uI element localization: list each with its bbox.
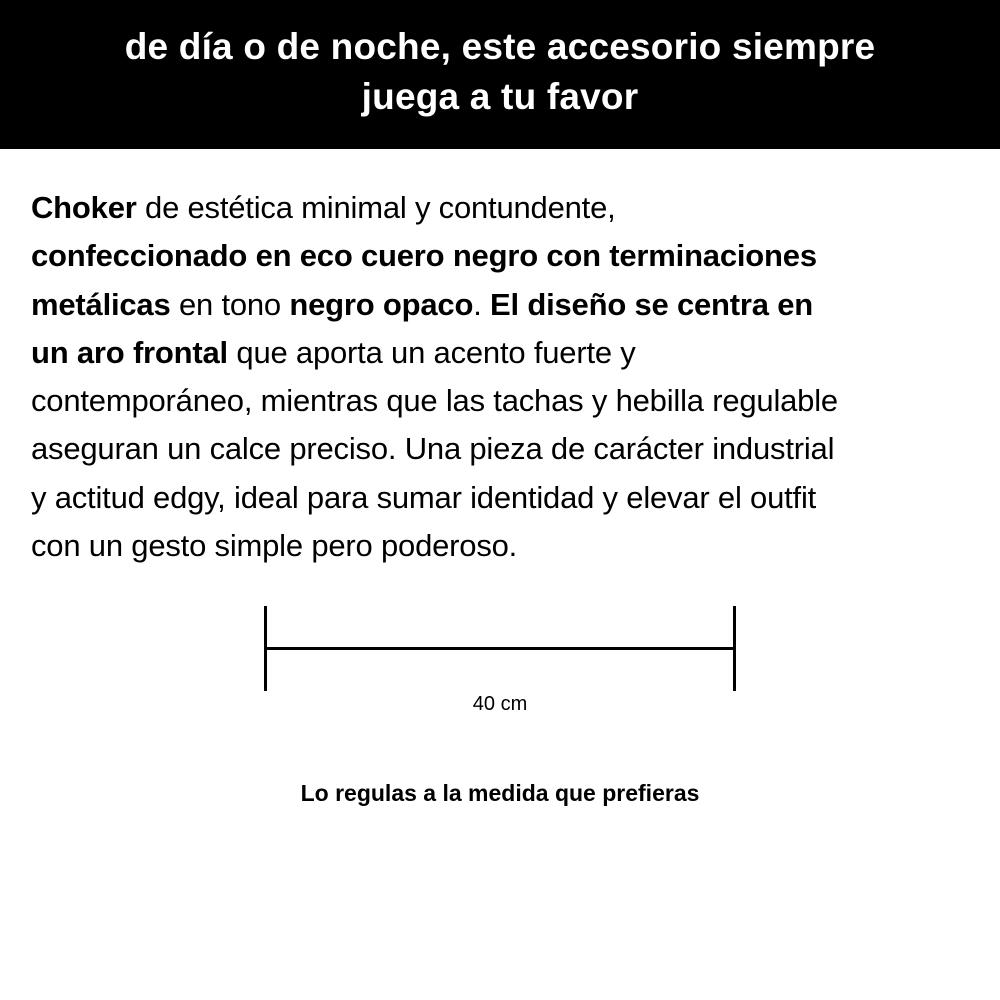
measurement-diagram xyxy=(264,606,738,692)
regular-text: . xyxy=(473,286,491,322)
description-line-5 xyxy=(31,377,981,425)
measurement-label: 40 cm xyxy=(472,693,528,715)
description-line-7 xyxy=(31,474,981,522)
regular-text: de estética minimal y contundente, xyxy=(136,190,616,225)
regular-text: contemporáneo, mientras que las tachas y hebilla regulable xyxy=(31,383,838,419)
banner-title-line-2: juega a tu favor xyxy=(361,76,639,117)
regular-text: y actitud edgy, ideal para sumar identidad y elevar el outfit xyxy=(31,479,817,515)
bold-text: confeccionado en eco cuero negro con terminaciones xyxy=(31,238,817,274)
description-line-4 xyxy=(31,329,981,377)
bold-text: negro opaco xyxy=(289,286,474,322)
product-description xyxy=(31,184,981,570)
bold-text: El diseño se centra en xyxy=(490,286,813,322)
regular-text: en tono xyxy=(170,286,290,322)
measurement-right-tick xyxy=(733,606,736,691)
bold-text: un aro frontal xyxy=(31,334,228,370)
measurement-bar xyxy=(264,647,736,650)
description-line-8 xyxy=(31,522,981,570)
description-line-2 xyxy=(31,232,981,280)
banner-title-line-1: de día o de noche, este accesorio siempre xyxy=(124,26,876,67)
regular-text: con un gesto simple pero poderoso. xyxy=(31,528,518,564)
description-line-3 xyxy=(31,281,981,329)
regular-text: que aporta un acento fuerte y xyxy=(227,334,636,370)
bold-text: metálicas xyxy=(31,286,171,322)
description-line-1 xyxy=(31,184,981,232)
header-banner xyxy=(0,0,1000,149)
bold-text: Choker xyxy=(31,190,137,225)
description-line-6 xyxy=(31,425,981,473)
adjustable-note: Lo regulas a la medida que prefieras xyxy=(300,780,700,806)
regular-text: aseguran un calce preciso. Una pieza de carácter industrial xyxy=(31,431,835,467)
